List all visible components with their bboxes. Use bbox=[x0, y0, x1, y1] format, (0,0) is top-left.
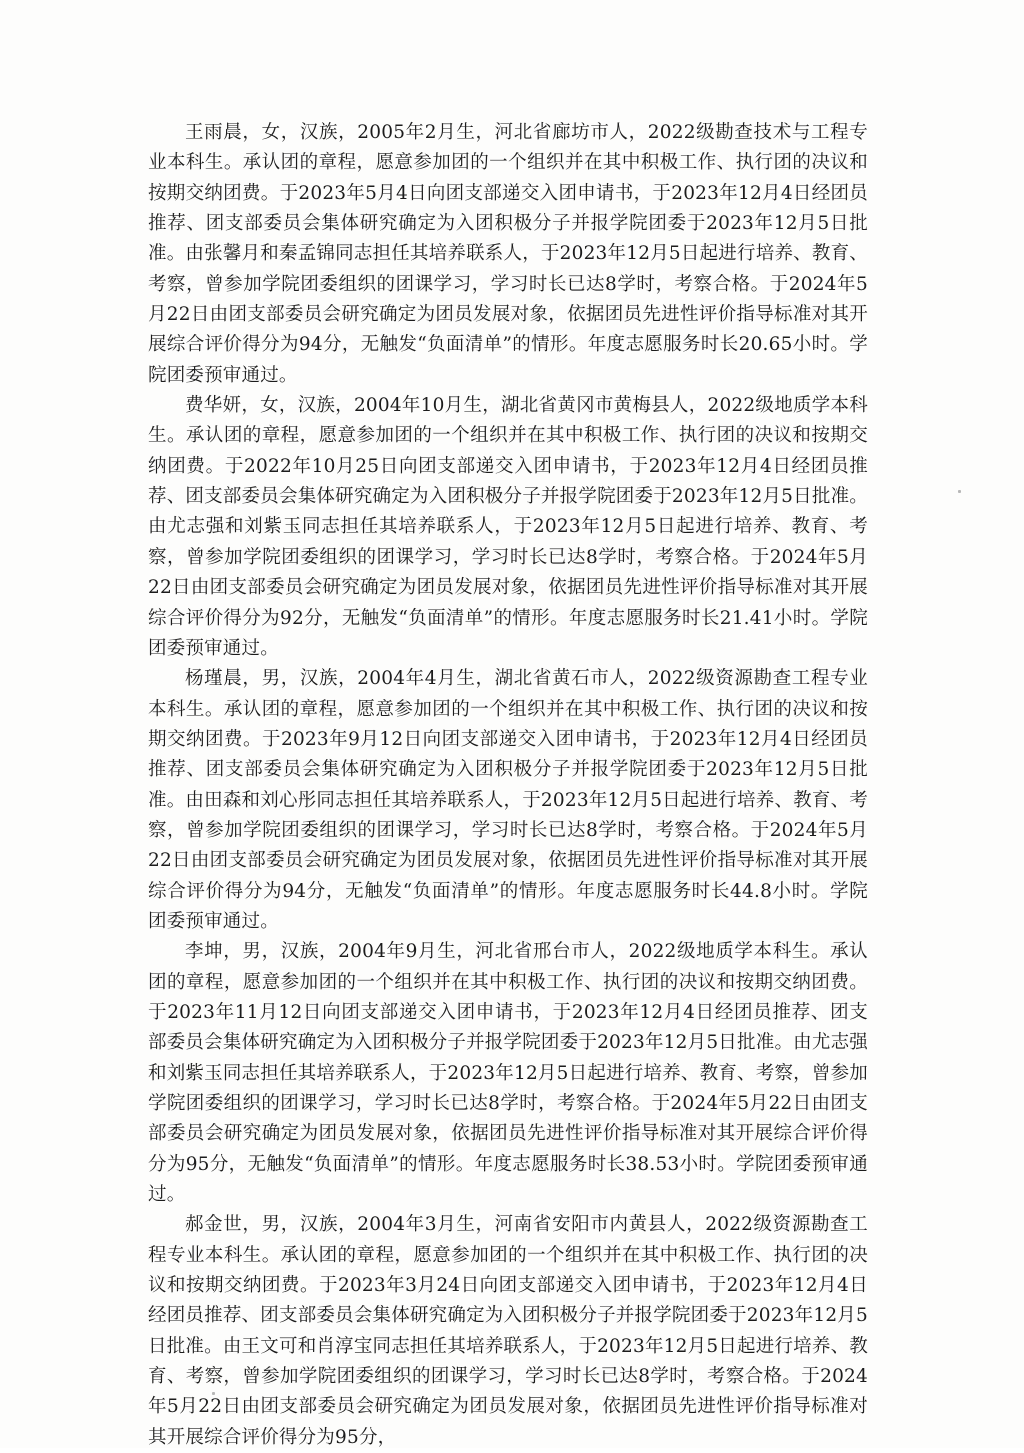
document-body bbox=[148, 118, 868, 1453]
paragraph-hao-jinshi: 郝金世，男，汉族，2004年3月生，河南省安阳市内黄县人，2022级资源勘查工程专业本科生。承认团的章程，愿意参加团的一个组织并在其中积极工作、执行团的决议和按期交纳团费。于2023年3月24日向团支部递交入团申请书，于2023年12月4日经团员推荐、团支部委员会集体研究确定为入团积极分子并报学院团委于2023年12月5日批准。由王文可和肖淳宝同志担任其培养联系人，于2023年12月5日起进行培养、教育、考察，曾参加学院团委组织的团课学习，学习时长已达8学时，考察合格。于2024年5月22日由团支部委员会研究确定为团员发展对象，依据团员先进性评价指导标准对其开展综合评价得分为95分， bbox=[148, 1214, 868, 1448]
paragraph-li-kun: 李坤，男，汉族，2004年9月生，河北省邢台市人，2022级地质学本科生。承认团的章程，愿意参加团的一个组织并在其中积极工作、执行团的决议和按期交纳团费。于2023年11月12日向团支部递交入团申请书，于2023年12月4日经团员推荐、团支部委员会集体研究确定为入团积极分子并报学院团委于2023年12月5日批准。由尤志强和刘紫玉同志担任其培养联系人，于2023年12月5日起进行培养、教育、考察，曾参加学院团委组织的团课学习，学习时长已达8学时，考察合格。于2024年5月22日由团支部委员会研究确定为团员发展对象，依据团员先进性评价指导标准对其开展综合评价得分为95分，无触发“负面清单”的情形。年度志愿服务时长38.53小时。学院团委预审通过。 bbox=[148, 941, 868, 1206]
paragraph-fei-huayan: 费华妍，女，汉族，2004年10月生，湖北省黄冈市黄梅县人，2022级地质学本科生。承认团的章程，愿意参加团的一个组织并在其中积极工作、执行团的决议和按期交纳团费。于2022年10月25日向团支部递交入团申请书，于2023年12月4日经团员推荐、团支部委员会集体研究确定为入团积极分子并报学院团委于2023年12月5日批准。由尤志强和刘紫玉同志担任其培养联系人，于2023年12月5日起进行培养、教育、考察，曾参加学院团委组织的团课学习，学习时长已达8学时，考察合格。于2024年5月22日由团支部委员会研究确定为团员发展对象，依据团员先进性评价指导标准对其开展综合评价得分为92分，无触发“负面清单”的情形。年度志愿服务时长21.41小时。学院团委预审通过。 bbox=[148, 395, 868, 659]
scan-speck bbox=[212, 1392, 215, 1395]
paragraph-wang-yuchen: 王雨晨，女，汉族，2005年2月生，河北省廊坊市人，2022级勘查技术与工程专业本科生。承认团的章程，愿意参加团的一个组织并在其中积极工作、执行团的决议和按期交纳团费。于2023年5月4日向团支部递交入团申请书，于2023年12月4日经团员推荐、团支部委员会集体研究确定为入团积极分子并报学院团委于2023年12月5日批准。由张馨月和秦孟锦同志担任其培养联系人，于2023年12月5日起进行培养、教育、考察，曾参加学院团委组织的团课学习，学习时长已达8学时，考察合格。于2024年5月22日由团支部委员会研究确定为团员发展对象，依据团员先进性评价指导标准对其开展综合评价得分为94分，无触发“负面清单”的情形。年度志愿服务时长20.65小时。学院团委预审通过。 bbox=[148, 122, 868, 386]
paragraph-yang-jinchen: 杨瑾晨，男，汉族，2004年4月生，湖北省黄石市人，2022级资源勘查工程专业本科生。承认团的章程，愿意参加团的一个组织并在其中积极工作、执行团的决议和按期交纳团费。于2023年9月12日向团支部递交入团申请书，于2023年12月4日经团员推荐、团支部委员会集体研究确定为入团积极分子并报学院团委于2023年12月5日批准。由田森和刘心彤同志担任其培养联系人，于2023年12月5日起进行培养、教育、考察，曾参加学院团委组织的团课学习，学习时长已达8学时，考察合格。于2024年5月22日由团支部委员会研究确定为团员发展对象，依据团员先进性评价指导标准对其开展综合评价得分为94分，无触发“负面清单”的情形。年度志愿服务时长44.8小时。学院团委预审通过。 bbox=[148, 668, 868, 932]
scan-speck bbox=[958, 490, 961, 493]
